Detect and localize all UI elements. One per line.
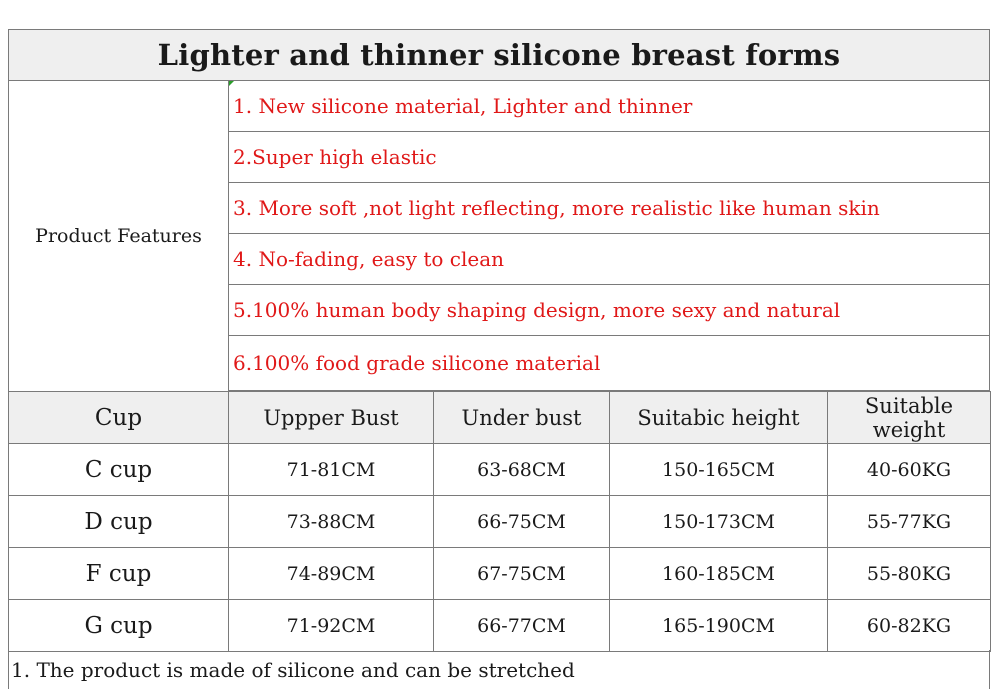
product-note	[8, 650, 990, 689]
table-row	[9, 548, 991, 600]
height-cell: 150-165CM	[610, 444, 828, 496]
cup-cell: F cup	[9, 548, 229, 600]
cup-cell: D cup	[9, 496, 229, 548]
note-text: 1. The product is made of silicone and can be stretched	[11, 657, 575, 682]
title-row	[8, 29, 990, 81]
under-bust-cell: 67-75CM	[434, 548, 610, 600]
under-bust-cell: 66-75CM	[434, 496, 610, 548]
upper-bust-cell: 71-81CM	[229, 444, 434, 496]
under-bust-cell: 63-68CM	[434, 444, 610, 496]
under-bust-cell: 66-77CM	[434, 600, 610, 652]
upper-bust-cell: 74-89CM	[229, 548, 434, 600]
header-upper-bust: Uppper Bust	[229, 392, 434, 444]
page-title: Lighter and thinner silicone breast forms	[157, 38, 841, 72]
table-row	[9, 600, 991, 652]
height-cell: 160-185CM	[610, 548, 828, 600]
product-features-section	[8, 81, 990, 391]
weight-cell: 55-77KG	[828, 496, 991, 548]
header-cup: Cup	[9, 392, 229, 444]
cup-cell: C cup	[9, 444, 229, 496]
height-cell: 165-190CM	[610, 600, 828, 652]
upper-bust-cell: 73-88CM	[229, 496, 434, 548]
feature-item-1: 1. New silicone material, Lighter and thinner	[229, 81, 990, 132]
table-row	[9, 496, 991, 548]
feature-item-3: 3. More soft ,not light reflecting, more realistic like human skin	[229, 183, 990, 234]
header-under-bust: Under bust	[434, 392, 610, 444]
product-features-label: Product Features	[9, 81, 229, 391]
header-suitable-height: Suitabic height	[610, 392, 828, 444]
size-table-header-row	[9, 392, 991, 444]
feature-item-2: 2.Super high elastic	[229, 132, 990, 183]
cup-cell: G cup	[9, 600, 229, 652]
upper-bust-cell: 71-92CM	[229, 600, 434, 652]
weight-cell: 40-60KG	[828, 444, 991, 496]
table-row	[9, 444, 991, 496]
feature-item-6: 6.100% food grade silicone material	[229, 336, 990, 391]
header-suitable-weight: Suitable weight	[828, 392, 991, 444]
weight-cell: 55-80KG	[828, 548, 991, 600]
feature-item-4: 4. No-fading, easy to clean	[229, 234, 990, 285]
height-cell: 150-173CM	[610, 496, 828, 548]
size-table	[8, 391, 991, 652]
weight-cell: 60-82KG	[828, 600, 991, 652]
feature-item-5: 5.100% human body shaping design, more sexy and natural	[229, 285, 990, 336]
